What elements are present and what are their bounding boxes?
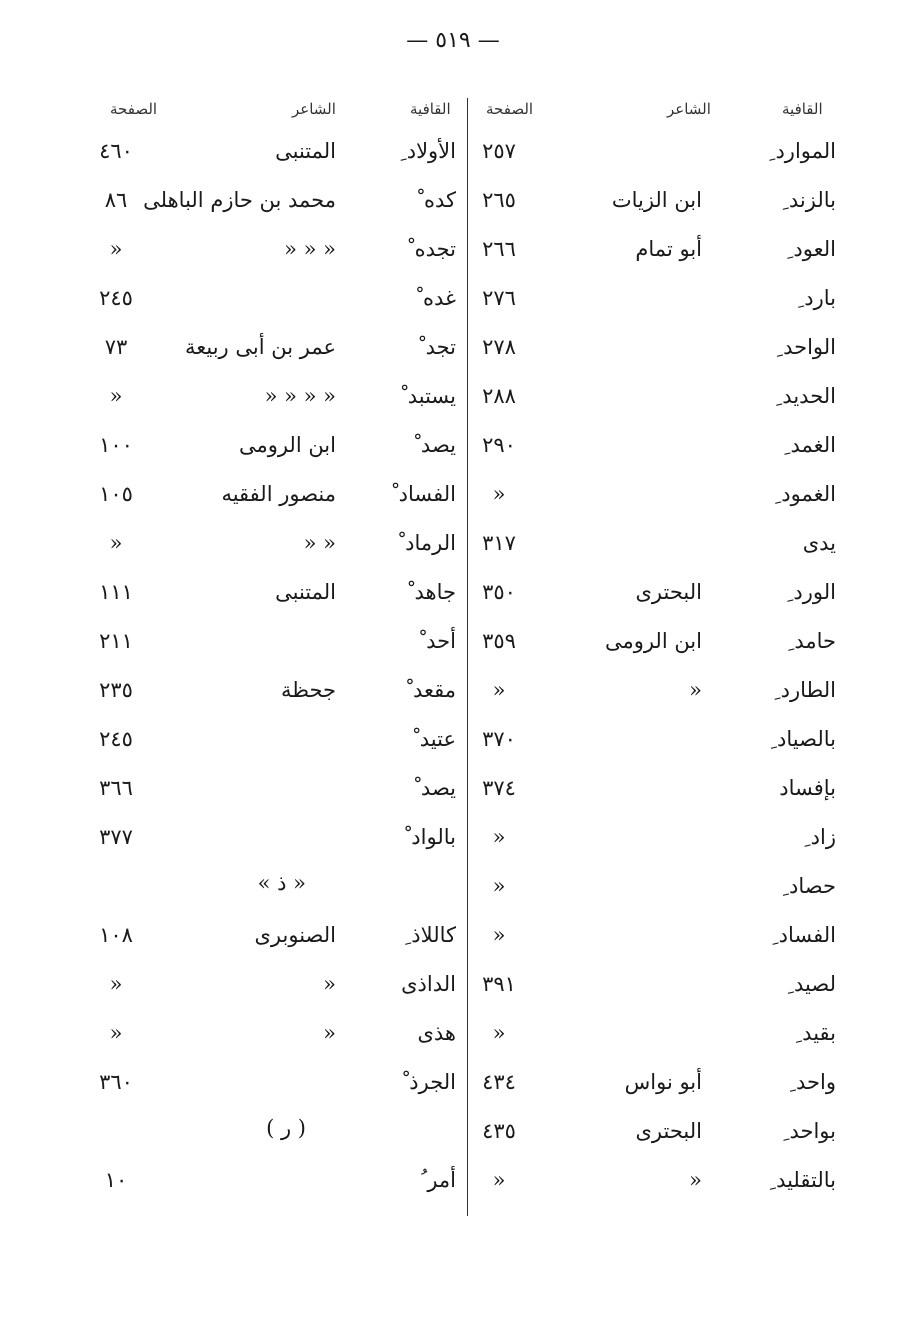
left-poet: « « « xyxy=(284,237,336,261)
right-page: « xyxy=(492,1168,506,1192)
table-row xyxy=(0,1067,906,1116)
table-row xyxy=(0,675,906,724)
table-row xyxy=(0,871,906,920)
right-page: ٣٩١ xyxy=(482,972,516,996)
right-qafiya: الحديد ِ xyxy=(776,384,836,408)
right-qafiya: الغمد ِ xyxy=(784,433,836,457)
left-poet: « « « « xyxy=(264,384,336,408)
right-qafiya: زاد ِ xyxy=(804,825,836,849)
left-poet-header: الشاعر xyxy=(292,100,336,118)
table-row xyxy=(0,577,906,626)
right-qafiya: واحد ِ xyxy=(789,1070,836,1094)
left-qafiya: يستبد ْ xyxy=(401,384,456,408)
table-row xyxy=(0,185,906,234)
left-poet: « xyxy=(323,972,336,996)
table-row xyxy=(0,136,906,185)
right-page-header: الصفحة xyxy=(486,100,534,118)
left-page: ٧٣ xyxy=(104,335,128,359)
table-row xyxy=(0,969,906,1018)
left-page: ٣٧٧ xyxy=(99,825,133,849)
left-page: ٣٦٠ xyxy=(99,1070,133,1094)
right-page: ٢٧٦ xyxy=(482,286,516,310)
left-poet: ابن الرومى xyxy=(238,433,336,457)
left-page: « xyxy=(109,972,123,996)
right-page: « xyxy=(492,1021,506,1045)
table-row xyxy=(0,724,906,773)
left-poet: المتنبى xyxy=(275,580,336,604)
left-page: ٢٣٥ xyxy=(99,678,133,702)
left-page: ٢٤٥ xyxy=(99,286,133,310)
right-page: « xyxy=(492,874,506,898)
right-poet: « xyxy=(689,678,702,702)
left-poet: جحظة xyxy=(280,678,336,702)
right-qafiya: بواحد ِ xyxy=(783,1119,836,1143)
right-page: ٢٥٧ xyxy=(482,139,516,163)
left-qafiya: كاللاذ ِ xyxy=(405,923,456,947)
right-page: ٢٦٦ xyxy=(482,237,516,261)
page-number: — ٥١٩ — xyxy=(406,28,500,53)
section-letter: ( ر ) xyxy=(266,1116,306,1140)
left-poet: « « xyxy=(303,531,336,555)
right-page: « xyxy=(492,678,506,702)
right-qafiya: الغمود ِ xyxy=(775,482,836,506)
left-poet: عمر بن أبى ربيعة xyxy=(184,335,336,359)
left-page: « xyxy=(109,237,123,261)
right-qafiya: بالصياد ِ xyxy=(770,727,836,751)
left-poet: المتنبى xyxy=(275,139,336,163)
left-qafiya: الرماد ْ xyxy=(399,531,456,555)
left-page-header: الصفحة xyxy=(110,100,158,118)
table-row xyxy=(0,920,906,969)
right-poet: « xyxy=(689,1168,702,1192)
right-page: ٣٥٠ xyxy=(482,580,516,604)
right-qafiya: بارد ِ xyxy=(798,286,836,310)
right-qafiya: الطارد ِ xyxy=(774,678,836,702)
left-page: ٤٦٠ xyxy=(99,139,133,163)
right-page: ٣١٧ xyxy=(482,531,516,555)
right-qafiya: حصاد ِ xyxy=(782,874,836,898)
table-row xyxy=(0,822,906,871)
table-row xyxy=(0,528,906,577)
left-page: ١٠ xyxy=(104,1168,128,1192)
left-qafiya: تجد ْ xyxy=(419,335,456,359)
right-poet: ابن الرومى xyxy=(604,629,702,653)
right-poet: أبو تمام xyxy=(635,237,702,261)
left-qafiya: تجده ْ xyxy=(408,237,456,261)
table-row xyxy=(0,626,906,675)
left-poet: الصنوبرى xyxy=(254,923,336,947)
left-qafiya: الأولاد ِ xyxy=(400,139,456,163)
right-page: ٣٧٤ xyxy=(482,776,516,800)
right-qafiya: بالزند ِ xyxy=(782,188,836,212)
table-row xyxy=(0,234,906,283)
left-page: « xyxy=(109,531,123,555)
table-row xyxy=(0,1165,906,1214)
right-page: « xyxy=(492,825,506,849)
right-poet: البحترى xyxy=(635,1119,702,1143)
left-page: ١٠٨ xyxy=(99,923,133,947)
right-poet: ابن الزيات xyxy=(611,188,702,212)
left-qafiya: عتيد ْ xyxy=(413,727,456,751)
left-page: ٣٦٦ xyxy=(99,776,133,800)
left-qafiya: غده ْ xyxy=(416,286,456,310)
left-qafiya: يصد ْ xyxy=(414,776,456,800)
left-page: ١١١ xyxy=(99,580,133,604)
left-page: ٢٤٥ xyxy=(99,727,133,751)
left-qafiya: كده ْ xyxy=(417,188,456,212)
left-qafiya: يصد ْ xyxy=(414,433,456,457)
left-page: ٢١١ xyxy=(99,629,133,653)
left-qafiya: بالواد ْ xyxy=(405,825,456,849)
right-qafiya: حامد ِ xyxy=(788,629,836,653)
table-row xyxy=(0,773,906,822)
right-qafiya: بإفساد xyxy=(779,776,836,800)
left-qafiya: أحد ْ xyxy=(420,629,456,653)
right-poet-header: الشاعر xyxy=(667,100,711,118)
right-qafiya: الموارد ِ xyxy=(769,139,836,163)
left-qafiya: هذى xyxy=(417,1021,456,1045)
right-qafiya: يدى xyxy=(802,531,836,555)
right-qafiya: الواحد ِ xyxy=(776,335,836,359)
left-qafiya: أمر ُ xyxy=(421,1168,456,1192)
right-page: ٢٨٨ xyxy=(482,384,516,408)
right-page: ٤٣٤ xyxy=(482,1070,516,1094)
right-page: ٣٧٠ xyxy=(482,727,516,751)
left-page: « xyxy=(109,384,123,408)
left-qafiya: الجرذ ْ xyxy=(403,1070,456,1094)
left-page: ١٠٠ xyxy=(99,433,133,457)
right-qafiya: بالتقليد ِ xyxy=(769,1168,836,1192)
right-qafiya: الورد ِ xyxy=(787,580,836,604)
right-page: ٢٩٠ xyxy=(482,433,516,457)
right-qafiya: لصيد ِ xyxy=(787,972,836,996)
left-poet: منصور الفقيه xyxy=(221,482,336,506)
left-qafiya: الفساد ْ xyxy=(392,482,456,506)
table-row xyxy=(0,1018,906,1067)
table-row xyxy=(0,332,906,381)
right-qafiya: العود ِ xyxy=(787,237,836,261)
right-page: ٤٣٥ xyxy=(482,1119,516,1143)
left-page: ١٠٥ xyxy=(99,482,133,506)
right-page: « xyxy=(492,482,506,506)
table-row xyxy=(0,430,906,479)
left-qafiya: مقعد ْ xyxy=(406,678,456,702)
table-row xyxy=(0,283,906,332)
table-row xyxy=(0,381,906,430)
table-row xyxy=(0,1116,906,1165)
right-qafiya: الفساد ِ xyxy=(772,923,836,947)
right-poet: أبو نواس xyxy=(624,1070,702,1094)
right-page: ٣٥٩ xyxy=(482,629,516,653)
right-qafiya-header: القافية xyxy=(782,100,823,118)
left-qafiya: الداذى xyxy=(401,972,456,996)
right-page: « xyxy=(492,923,506,947)
right-poet: البحترى xyxy=(635,580,702,604)
section-letter: « ذ » xyxy=(257,871,306,895)
left-page: ٨٦ xyxy=(104,188,128,212)
left-poet: « xyxy=(323,1021,336,1045)
left-qafiya: جاهد ْ xyxy=(408,580,456,604)
left-page: « xyxy=(109,1021,123,1045)
left-qafiya-header: القافية xyxy=(410,100,451,118)
table-row xyxy=(0,479,906,528)
right-page: ٢٦٥ xyxy=(482,188,516,212)
right-page: ٢٧٨ xyxy=(482,335,516,359)
right-qafiya: بقيد ِ xyxy=(796,1021,836,1045)
left-poet: محمد بن حازم الباهلى xyxy=(143,188,336,212)
